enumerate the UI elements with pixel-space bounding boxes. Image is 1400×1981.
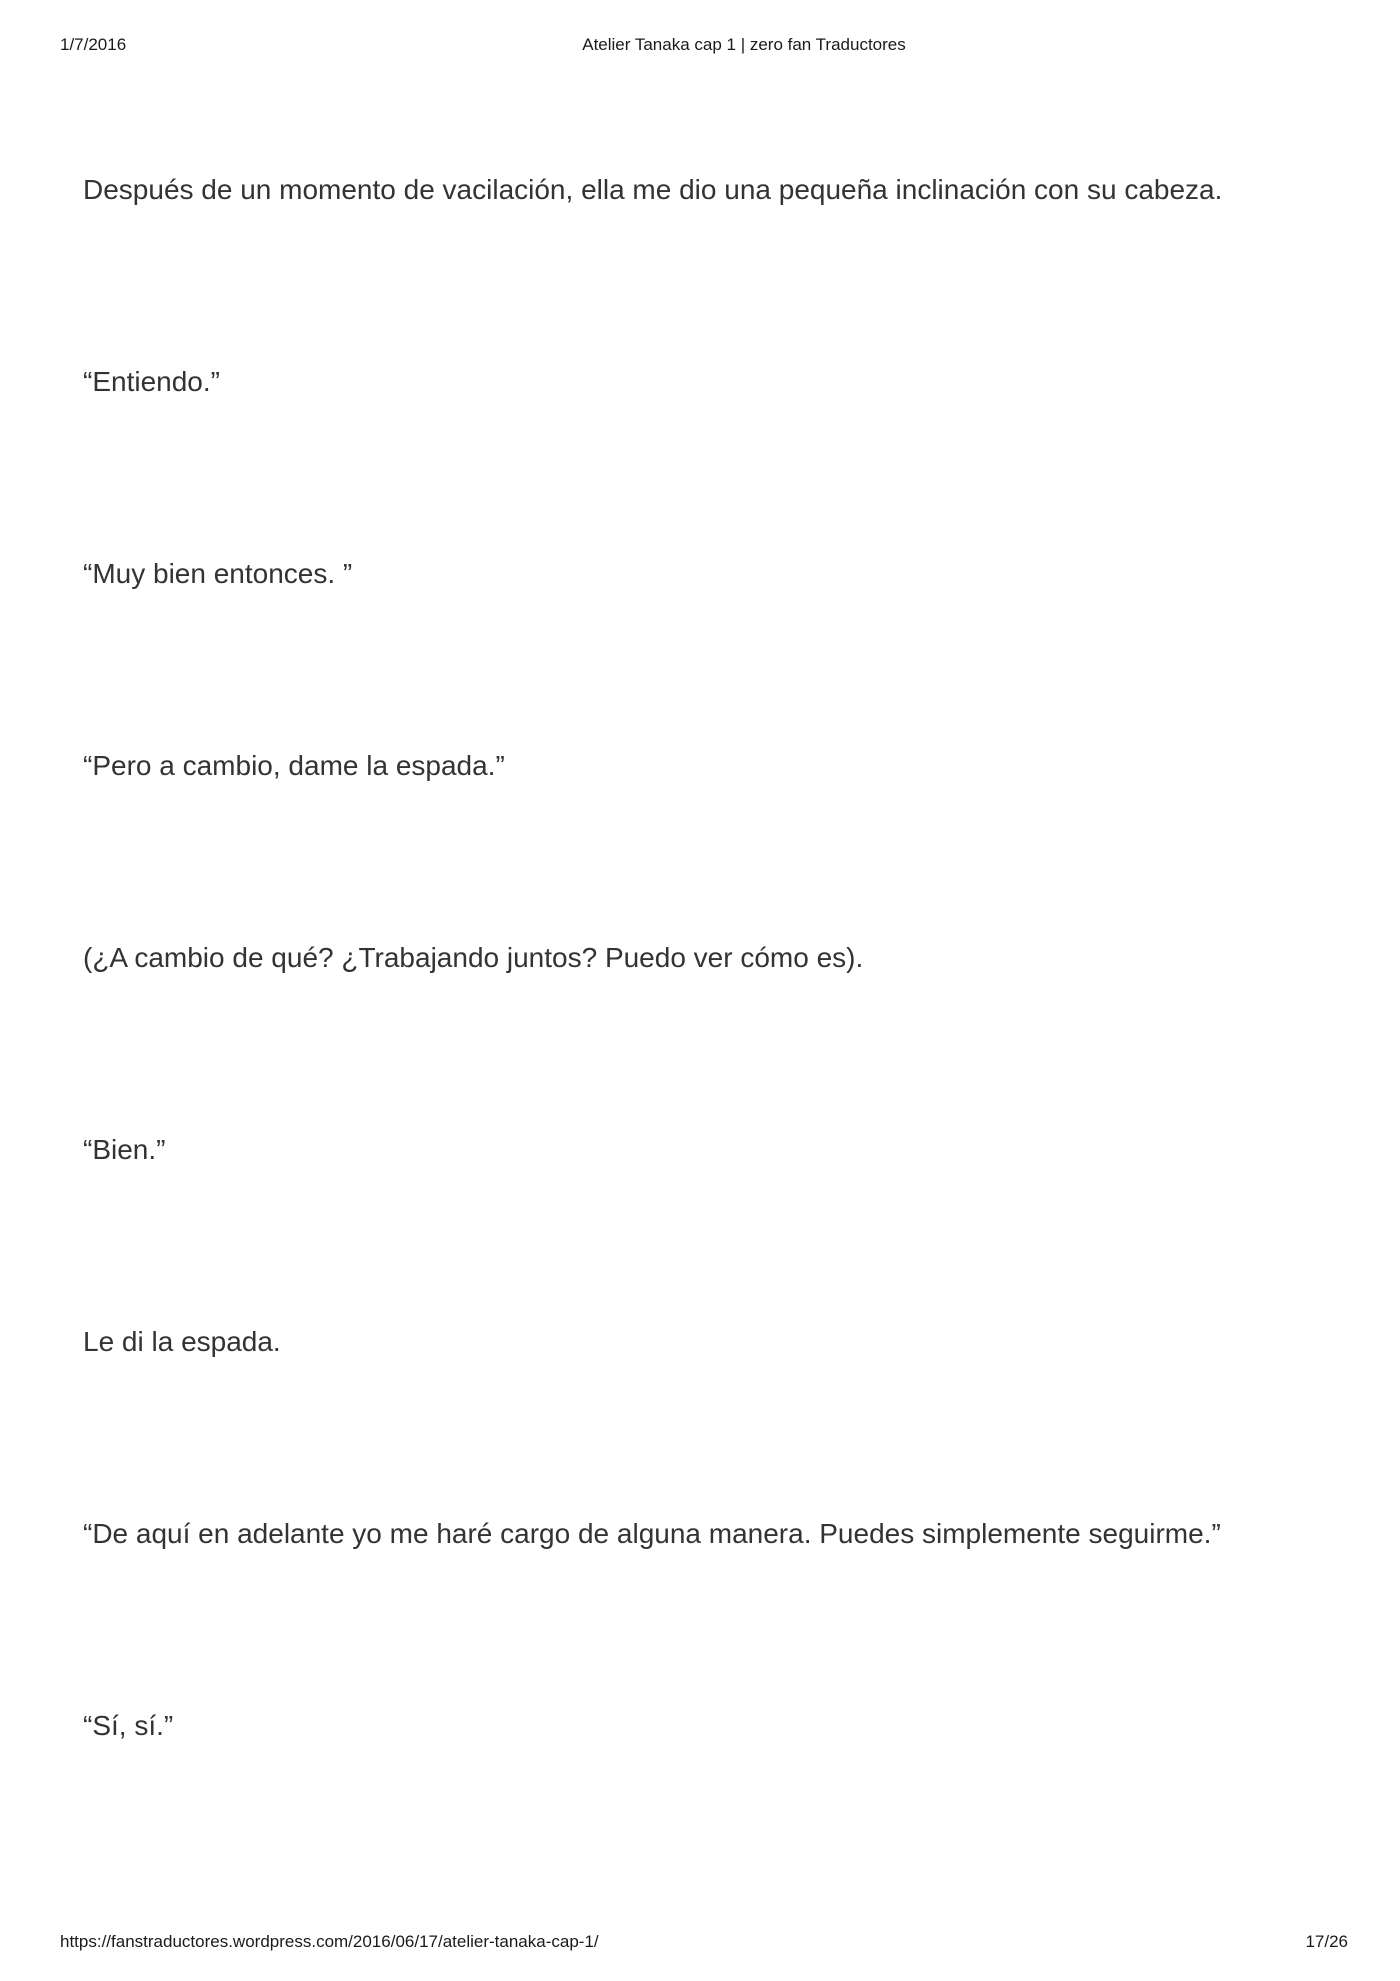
print-footer <box>0 1932 1400 1956</box>
page-number: 17/26 <box>1305 1932 1348 1951</box>
page-url: https://fanstraductores.wordpress.com/2016/06/17/atelier-tanaka-cap-1/ <box>60 1932 599 1951</box>
paragraph: “De aquí en adelante yo me haré cargo de alguna manera. Puedes simplemente seguirme.” <box>83 1518 1221 1549</box>
paragraph: Después de un momento de vacilación, ella me dio una pequeña inclinación con su cabeza. <box>83 174 1223 205</box>
paragraph: “Muy bien entonces. ” <box>83 558 353 589</box>
paragraph: (¿A cambio de qué? ¿Trabajando juntos? Puedo ver cómo es). <box>83 942 864 973</box>
paragraph: “Bien.” <box>83 1134 166 1165</box>
paragraph: “Pero a cambio, dame la espada.” <box>83 750 505 781</box>
print-date: 1/7/2016 <box>60 35 127 54</box>
paragraph: “Entiendo.” <box>83 366 220 397</box>
page-title: Atelier Tanaka cap 1 | zero fan Traductores <box>582 35 906 54</box>
print-header <box>0 35 1400 59</box>
paragraph: “Sí, sí.” <box>83 1710 174 1741</box>
paragraph: Le di la espada. <box>83 1326 281 1357</box>
